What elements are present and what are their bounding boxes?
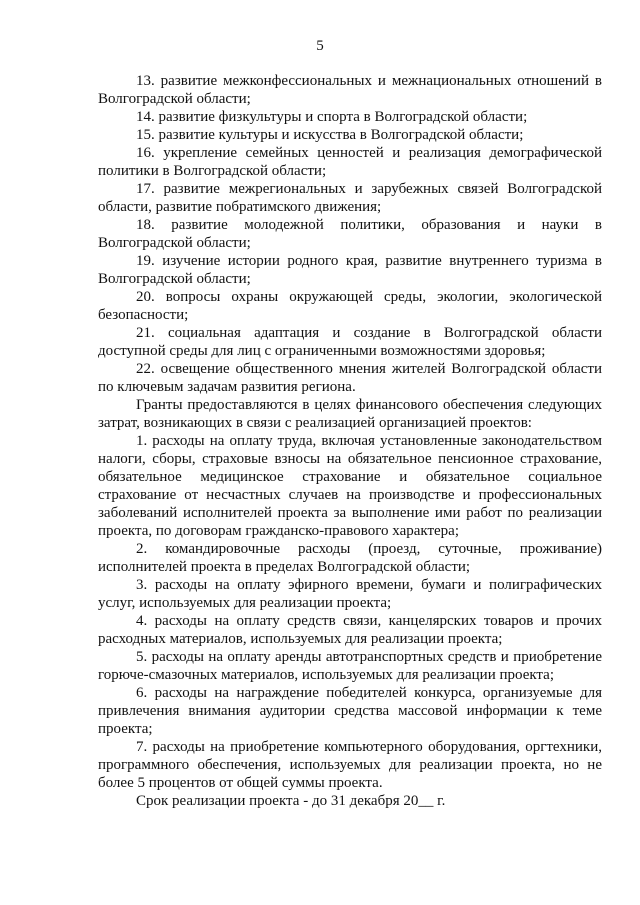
list-item-17: 17. развитие межрегиональных и зарубежных связей Волгоградской области, развитие побратимского движения; <box>98 181 602 215</box>
list-item-14: 14. развитие физкультуры и спорта в Волгоградской области; <box>136 109 528 125</box>
expense-item-1: 1. расходы на оплату труда, включая установленные законодательством налоги, сборы, страховые взносы на обязательное пенсионное страхование, обязательное медицинское страхование и обязательное социальное страхование от несчастных случаев на производстве и профессиональных заболеваний исполнителей проекта за выполнение ими работ по реализации проекта, по договорам гражданско-правового характера; <box>98 433 602 539</box>
list-item-15: 15. развитие культуры и искусства в Волгоградской области; <box>136 127 524 143</box>
expense-item-5: 5. расходы на оплату аренды автотранспортных средств и приобретение горюче-смазочных материалов, используемых для реализации проекта; <box>98 649 602 683</box>
list-item-16: 16. укрепление семейных ценностей и реализация демографической политики в Волгоградской области; <box>98 145 602 179</box>
list-item-21: 21. социальная адаптация и создание в Волгоградской области доступной среды для лиц с ограниченными возможностями здоровья; <box>98 325 602 359</box>
expense-item-7: 7. расходы на приобретение компьютерного оборудования, оргтехники, программного обеспечения, используемых для реализации проекта, но не более 5 процентов от общей суммы проекта. <box>98 739 602 791</box>
list-item-20: 20. вопросы охраны окружающей среды, экологии, экологической безопасности; <box>98 289 602 323</box>
project-deadline-paragraph: Срок реализации проекта - до 31 декабря 20__ г. <box>136 793 446 809</box>
list-item-22: 22. освещение общественного мнения жителей Волгоградской области по ключевым задачам развития региона. <box>98 361 602 395</box>
document-body <box>98 72 602 810</box>
expense-item-2: 2. командировочные расходы (проезд, суточные, проживание) исполнителей проекта в пределах Волгоградской области; <box>98 541 602 575</box>
expense-item-4: 4. расходы на оплату средств связи, канцелярских товаров и прочих расходных материалов, используемых для реализации проекта; <box>98 613 602 647</box>
grants-intro-paragraph: Гранты предоставляются в целях финансового обеспечения следующих затрат, возникающих в связи с реализацией организацией проектов: <box>98 397 602 431</box>
expense-item-6: 6. расходы на награждение победителей конкурса, организуемые для привлечения внимания аудитории средства массовой информации к теме проекта; <box>98 685 602 737</box>
expense-item-3: 3. расходы на оплату эфирного времени, бумаги и полиграфических услуг, используемых для реализации проекта; <box>98 577 602 611</box>
list-item-19: 19. изучение истории родного края, развитие внутреннего туризма в Волгоградской области; <box>98 253 602 287</box>
list-item-13: 13. развитие межконфессиональных и межнациональных отношений в Волгоградской области; <box>98 73 602 107</box>
page-number: 5 <box>316 38 324 54</box>
list-item-18: 18. развитие молодежной политики, образования и науки в Волгоградской области; <box>98 217 602 251</box>
